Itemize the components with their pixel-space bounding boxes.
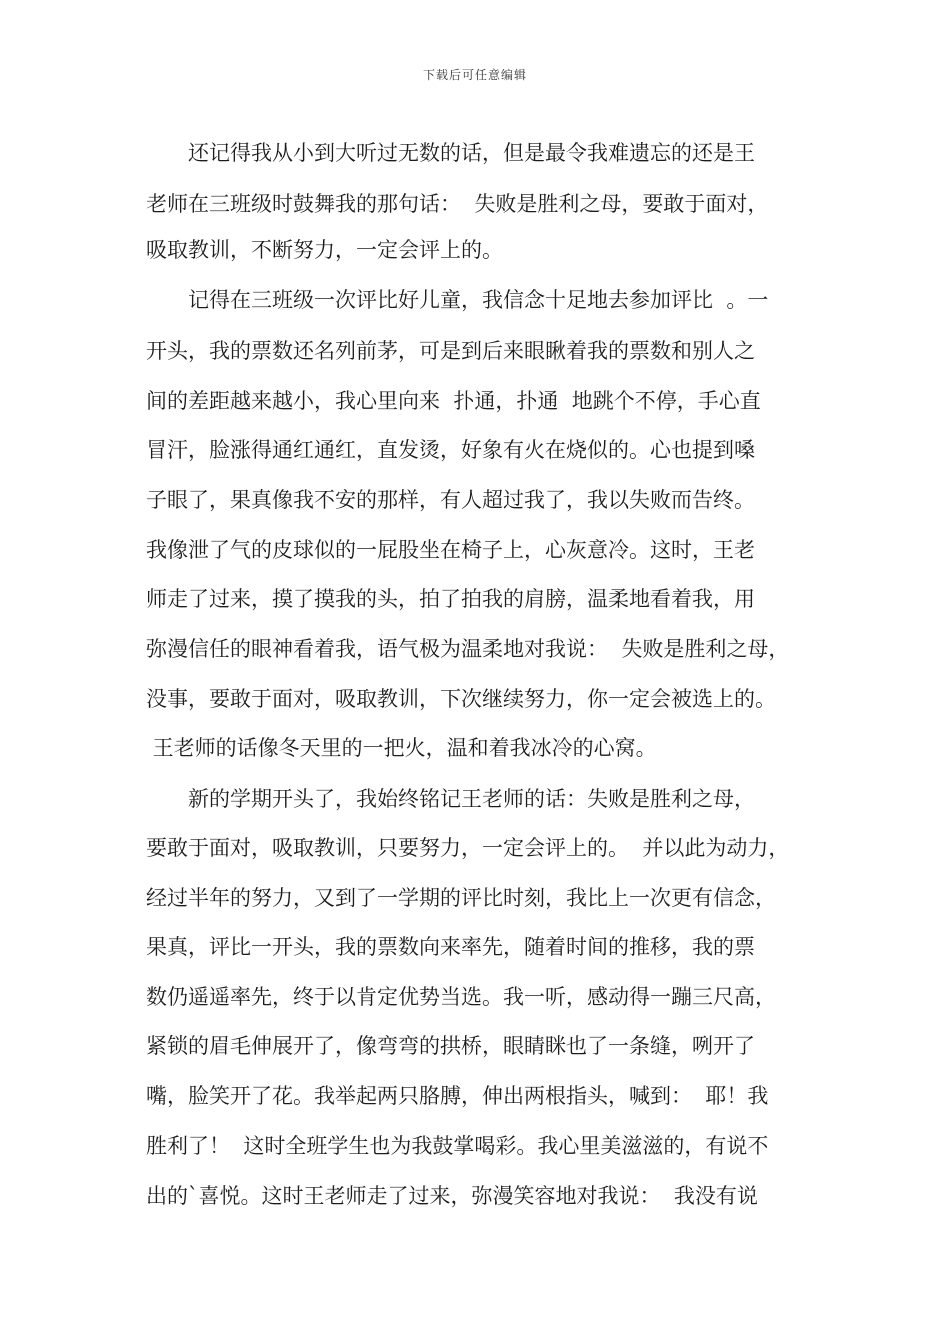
text-line: 子眼了，果真像我不安的那样，有人超过我了，我以失败而告终。	[146, 488, 755, 512]
text-line: 数仍遥遥率先，终于以肯定优势当选。我一听，感动得一蹦三尺高，	[146, 985, 776, 1009]
text-line: 吸取教训，不断努力，一定会评上的。	[146, 238, 503, 262]
text-line: 要敢于面对，吸取教训，只要努力，一定会评上的。 并以此为动力，	[146, 836, 790, 860]
text-line: 没事，要敢于面对，吸取教训，下次继续努力，你一定会被选上的。	[146, 687, 776, 711]
text-line: 间的差距越来越小，我心里向来 扑通，扑通 地跳个不停，手心直	[146, 389, 761, 413]
text-line: 出的`喜悦。这时王老师走了过来，弥漫笑容地对我说： 我没有说	[146, 1184, 758, 1208]
text-line: 弥漫信任的眼神看着我，语气极为温柔地对我说： 失败是胜利之母，	[146, 637, 790, 661]
text-line: 紧锁的眉毛伸展开了，像弯弯的拱桥，眼睛眯也了一条缝，咧开了	[146, 1034, 755, 1058]
text-line: 果真，评比一开头，我的票数向来率先，随着时间的推移，我的票	[146, 935, 755, 959]
text-line: 还记得我从小到大听过无数的话，但是最令我难遗忘的还是王	[146, 141, 755, 165]
text-line: 胜利了！ 这时全班学生也为我鼓掌喝彩。我心里美滋滋的，有说不	[146, 1134, 769, 1158]
page-header: 下载后可任意编辑	[422, 68, 527, 82]
text-line: 老师在三班级时鼓舞我的那句话： 失败是胜利之母，要敢于面对，	[146, 192, 769, 216]
text-line: 冒汗，脸涨得通红通红，直发烫，好象有火在烧似的。心也提到嗓	[146, 438, 755, 462]
text-line: 新的学期开头了，我始终铭记王老师的话：失败是胜利之母，	[146, 787, 755, 811]
text-line: 开头，我的票数还名列前茅，可是到后来眼瞅着我的票数和别人之	[146, 339, 755, 363]
text-line: 经过半年的努力，又到了一学期的评比时刻，我比上一次更有信念，	[146, 886, 776, 910]
text-line: 王老师的话像冬天里的一把火，温和着我冰冷的心窝。	[146, 736, 657, 760]
text-line: 嘴，脸笑开了花。我举起两只胳膊，伸出两根指头，喊到： 耶！我	[146, 1084, 769, 1108]
text-line: 师走了过来，摸了摸我的头，拍了拍我的肩膀，温柔地看着我，用	[146, 587, 755, 611]
text-line: 我像泄了气的皮球似的一屁股坐在椅子上，心灰意冷。这时，王老	[146, 538, 755, 562]
text-line: 记得在三班级一次评比好儿童，我信念十足地去参加评比 。一	[146, 288, 769, 312]
